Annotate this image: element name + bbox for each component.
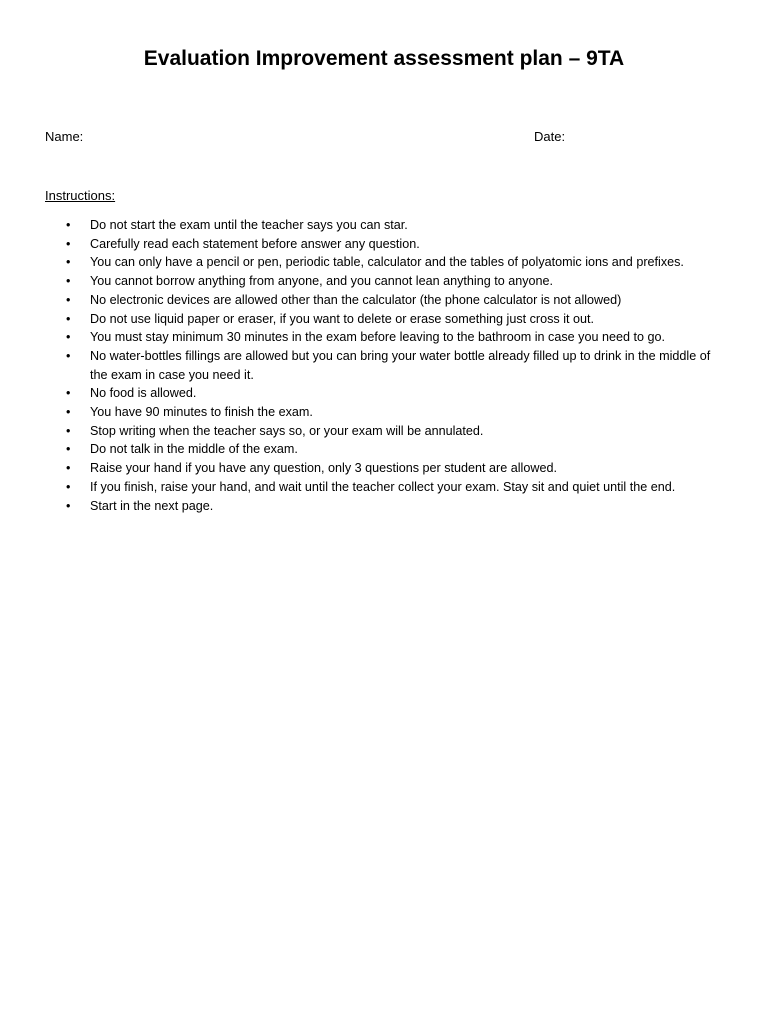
instruction-text: Carefully read each statement before answer any question. [90, 236, 420, 251]
bullet-icon: • [66, 386, 71, 401]
bullet-icon: • [66, 348, 71, 363]
bullet-icon: • [66, 311, 71, 326]
instructions-heading: Instructions: [45, 188, 116, 203]
instruction-item [45, 235, 725, 254]
instruction-text: You must stay minimum 30 minutes in the exam before leaving to the bathroom in case you need to go. [90, 330, 665, 345]
bullet-icon: • [66, 423, 71, 438]
bullet-icon: • [66, 236, 71, 251]
instruction-text: You have 90 minutes to finish the exam. [90, 405, 313, 420]
instruction-text: Do not use liquid paper or eraser, if you want to delete or erase something just cross it out. [90, 311, 595, 326]
instruction-item [45, 310, 725, 329]
instruction-text: Do not talk in the middle of the exam. [90, 442, 298, 457]
instruction-text: No electronic devices are allowed other than the calculator (the phone calculator is not allowed) [90, 292, 622, 307]
instruction-item [45, 497, 725, 516]
instruction-item [45, 253, 725, 272]
instruction-item [45, 291, 725, 310]
instruction-item [45, 459, 725, 478]
bullet-icon: • [66, 274, 71, 289]
instruction-item [45, 403, 725, 422]
instruction-text: If you finish, raise your hand, and wait until the teacher collect your exam. Stay sit and quiet until the end. [90, 479, 676, 494]
date-label: Date: [534, 129, 566, 144]
bullet-icon: • [66, 498, 71, 513]
instruction-item [45, 422, 725, 441]
instruction-text: Do not start the exam until the teacher says you can star. [90, 218, 408, 232]
bullet-icon: • [66, 218, 71, 232]
instruction-item [45, 478, 725, 497]
bullet-icon: • [66, 330, 71, 345]
bullet-icon: • [66, 255, 71, 270]
name-label: Name: [45, 129, 84, 144]
bullet-icon: • [66, 479, 71, 494]
instruction-item [45, 347, 725, 384]
document-title: Evaluation Improvement assessment plan – 9TA [143, 47, 625, 70]
bullet-icon: • [66, 461, 71, 476]
instruction-text: You cannot borrow anything from anyone, and you cannot lean anything to anyone. [90, 274, 554, 289]
instruction-text: No water-bottles fillings are allowed but you can bring your water bottle already filled up to drink in the middle of the exam in case you need it. [90, 348, 711, 382]
bullet-icon: • [66, 442, 71, 457]
instruction-item [45, 384, 725, 403]
instruction-item [45, 328, 725, 347]
bullet-icon: • [66, 292, 71, 307]
instruction-text: Raise your hand if you have any question, only 3 questions per student are allowed. [90, 461, 557, 476]
instruction-item [45, 272, 725, 291]
instruction-text: You can only have a pencil or pen, periodic table, calculator and the tables of polyatomic ions and prefixes. [90, 255, 684, 270]
instruction-text: Stop writing when the teacher says so, or your exam will be annulated. [90, 423, 484, 438]
instructions-list [45, 216, 725, 515]
instruction-text: No food is allowed. [90, 386, 197, 401]
instruction-item [45, 216, 725, 235]
instruction-text: Start in the next page. [90, 498, 214, 513]
instruction-item [45, 440, 725, 459]
bullet-icon: • [66, 405, 71, 420]
